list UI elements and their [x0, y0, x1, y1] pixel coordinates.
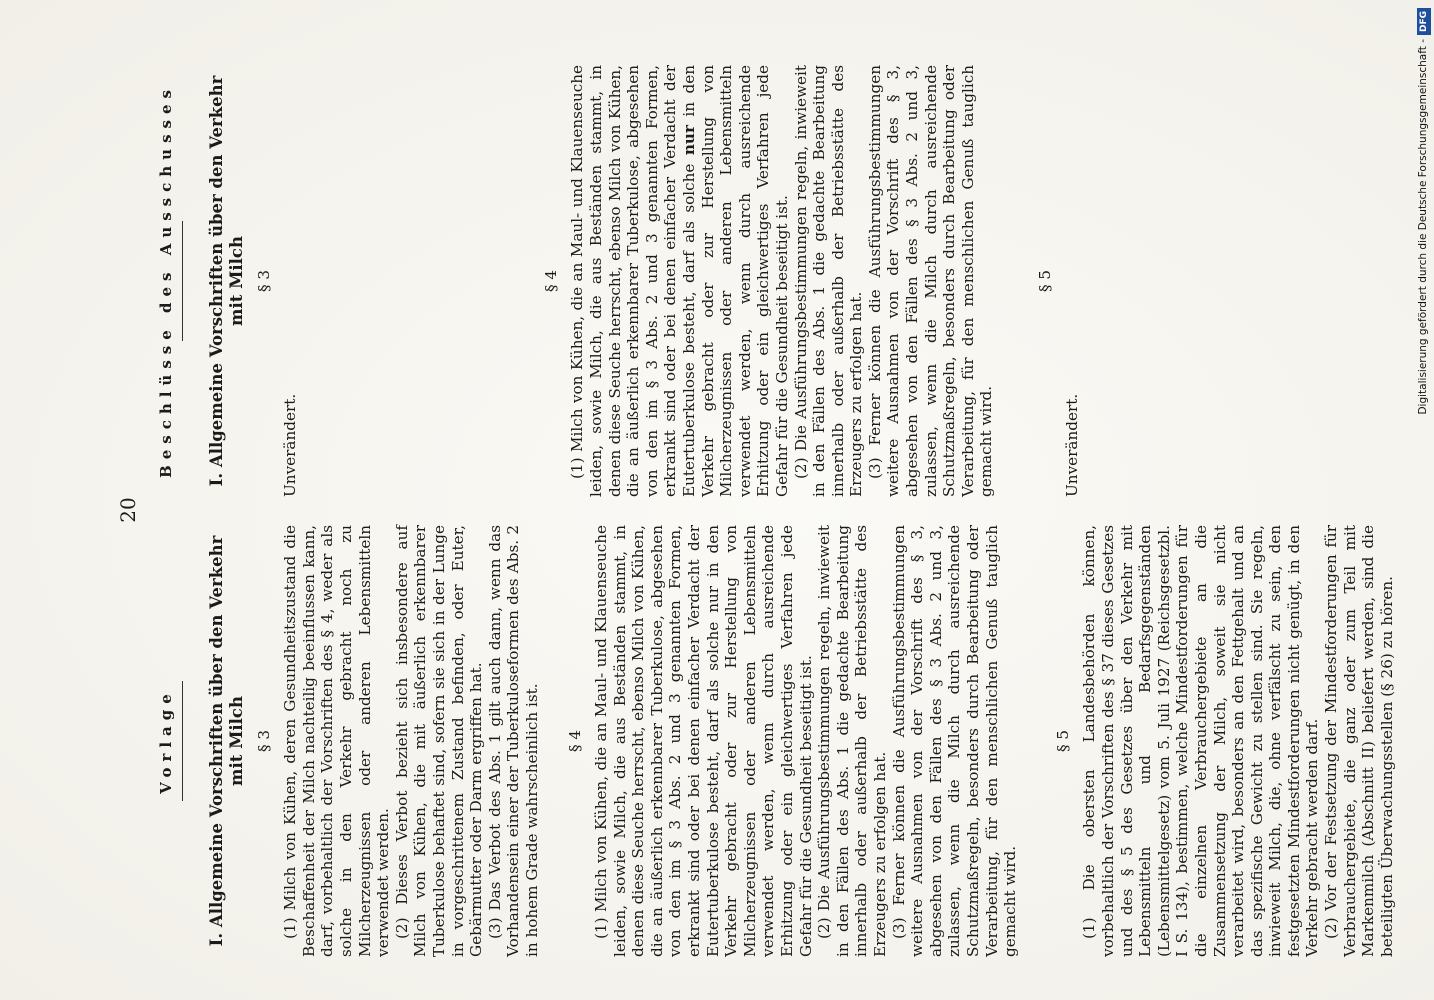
- para4-text2-right: (2) Die Ausführungsbestimmungen regeln, inwieweit in den Fällen des Abs. 1 die gedachte Bearbeitung innerhalb oder außerhalb der Betriebsstätte des Erzeugers zu erfolgen hat.: [791, 65, 866, 497]
- heading-rule: [182, 221, 183, 341]
- section-title-left: I. Allgemeine Vorschriften über den Verkehr mit Milch: [206, 535, 246, 947]
- paragraph-label-4-left: § 4: [565, 729, 584, 753]
- paragraph-label-5-right: § 5: [1036, 269, 1055, 293]
- para4-text3-right: (3) Ferner können die Ausführungsbestimmungen weitere Ausnahmen von der Vorschrift des § 3, abgesehen von den Fällen des § 3 Abs. 2 und 3, zulassen, wenn die Milch durch ausreichende Schutzmaßregeln, besonders durch Bearbeitung oder Verarbeitung, für den menschlichen Genuß tauglich gemacht wird.: [865, 65, 996, 497]
- page-number: 20: [116, 497, 140, 523]
- para4-text3-left: (3) Ferner können die Ausführungsbestimmungen weitere Ausnahmen von der Vorschrift des § 3, abgesehen von den Fällen des § 3 Abs. 2 und 3, zulassen, wenn die Milch durch ausreichende Schutzmaßregeln, besonders durch Bearbeitung oder Verarbeitung, für den menschlichen Genuß tauglich gemacht wird.: [889, 525, 1020, 957]
- digitization-credit: [1414, 8, 1432, 992]
- para4-text1-left: (1) Milch von Kühen, die an Maul- und Klauenseuche leiden, sowie Milch, die aus Beständen stammt, in denen diese Seuche herrscht, ebenso Milch von Kühen, die an äußerlich erkennbarer Tuberkulose, abgesehen von den im § 3 Abs. 2 und 3 genannten Formen, erkrankt sind oder bei denen einfacher Verdacht der Eutertuberkulose besteht, darf als solche nur in den Verkehr gebracht oder zur Herstellung von Milcherzeugnissen oder anderen Lebensmitteln verwendet werden, wenn durch ausreichende Erhitzung oder ein gleichwertiges Verfahren jede Gefahr für die Gesundheit beseitigt ist.: [592, 525, 815, 957]
- para3-unchanged-right: Unverändert.: [281, 393, 300, 497]
- column-beschluesse: [157, 65, 1081, 497]
- para5-text1-left: (1) Die obersten Landesbehörden können, vorbehaltlich der Vorschriften des § 37 dieses Gesetzes und des § 5 des Gesetzes über den Verkehr mit Lebensmitteln und Bedarfsgegenständen (Lebensmittelgesetz) vom 5. Juli 1927 (Reichsgesetzbl. I S. 134), bestimmen, welche Mindestforderungen für die einzelnen Verbrauchergebiete an die Zusammensetzung der Milch, soweit sie nicht verarbeitet wird, besonders an den Fettgehalt und an das spezifische Gewicht zu stellen sind. Sie regeln, inwieweit Milch, die, ohne verfälscht zu sein, den festgesetzten Mindestforderungen nicht genügt, in den Verkehr gebracht werden darf.: [1080, 525, 1322, 957]
- column-heading-vorlage: Vorlage: [157, 688, 175, 794]
- paragraph-label-3-right: § 3: [254, 269, 273, 293]
- heading-rule: [182, 681, 183, 801]
- para3-text3-left: (3) Das Verbot des Abs. 1 gilt auch dann, wenn das Vorhandensein einer der Tuberkuloseformen des Abs. 2 in hohem Grade wahrscheinlich ist.: [485, 525, 541, 957]
- digitization-credit-strip: [1414, 8, 1432, 992]
- column-vorlage: [157, 525, 1396, 957]
- column-heading-beschluesse: Beschlüsse des Ausschusses: [157, 84, 175, 478]
- dfg-logo-badge: DFG: [1417, 8, 1431, 35]
- para4-text2-left: (2) Die Ausführungsbestimmungen regeln, inwieweit in den Fällen des Abs. 1 die gedachte Bearbeitung innerhalb oder außerhalb der Betriebsstätte des Erzeugers zu erfolgen hat.: [815, 525, 889, 957]
- para3-text1-left: (1) Milch von Kühen, deren Gesundheitszustand die Beschaffenheit der Milch nachteilig beeinflussen kann, darf, vorbehaltlich der Vorschriften des § 4, weder als solche in den Verkehr gebracht noch zu Milcherzeugnissen oder anderen Lebensmitteln verwendet werden.: [281, 525, 393, 957]
- para4-text1-right: [568, 65, 791, 497]
- paragraph-label-4-right: § 4: [541, 269, 560, 293]
- paragraph-label-5-left: § 5: [1053, 729, 1072, 753]
- rotated-document-page: [105, 45, 1396, 975]
- paragraph-label-3-left: § 3: [254, 729, 273, 753]
- para3-text2-left: (2) Dieses Verbot bezieht sich insbesondere auf Milch von Kühen, die mit äußerlich erkennbarer Tuberkulose behaftet sind, sofern sie sich in der Lunge in vorgeschrittenem Zustand befinden, oder Euter, Gebärmutter oder Darm ergriffen hat.: [392, 525, 486, 957]
- emphasis-nur: nur: [679, 125, 698, 156]
- para5-text2-left: (2) Vor der Festsetzung der Mindestforderungen für Verbrauchergebiete, die ganz oder zum Teil mit Markenmilch (Abschnitt II) beliefert werden, sind die beteiligten Überwachungsstellen (§ 26) zu hören.: [1322, 525, 1396, 957]
- para5-unchanged-right: Unverändert.: [1062, 393, 1081, 497]
- section-title-right: I. Allgemeine Vorschriften über den Verkehr mit Milch: [206, 75, 246, 487]
- digitization-credit-text: Digitalisierung gefördert durch die Deutsche Forschungsgemeinschaft -: [1417, 39, 1429, 415]
- para4-text1-right-a: (1) Milch von Kühen, die an Maul- und Klauenseuche leiden, sowie Milch, die aus Beständen stammt, in denen diese Seuche herrscht, ebenso Milch von Kühen, die an äußerlich erkennbarer Tuberkulose, abgesehen von den im § 3 Abs. 2 und 3 genannten Formen, erkrankt sind oder bei denen einfacher Verdacht der Eutertuberkulose besteht, darf als solche: [568, 65, 698, 497]
- para4-text1-right-b: in den Verkehr gebracht oder zur Herstellung von Milcherzeugnissen oder anderen Lebensmitteln verwendet werden, wenn durch ausreichende Erhitzung oder ein gleichwertiges Verfahren jede Gefahr für die Gesundheit beseitigt ist.: [679, 65, 791, 497]
